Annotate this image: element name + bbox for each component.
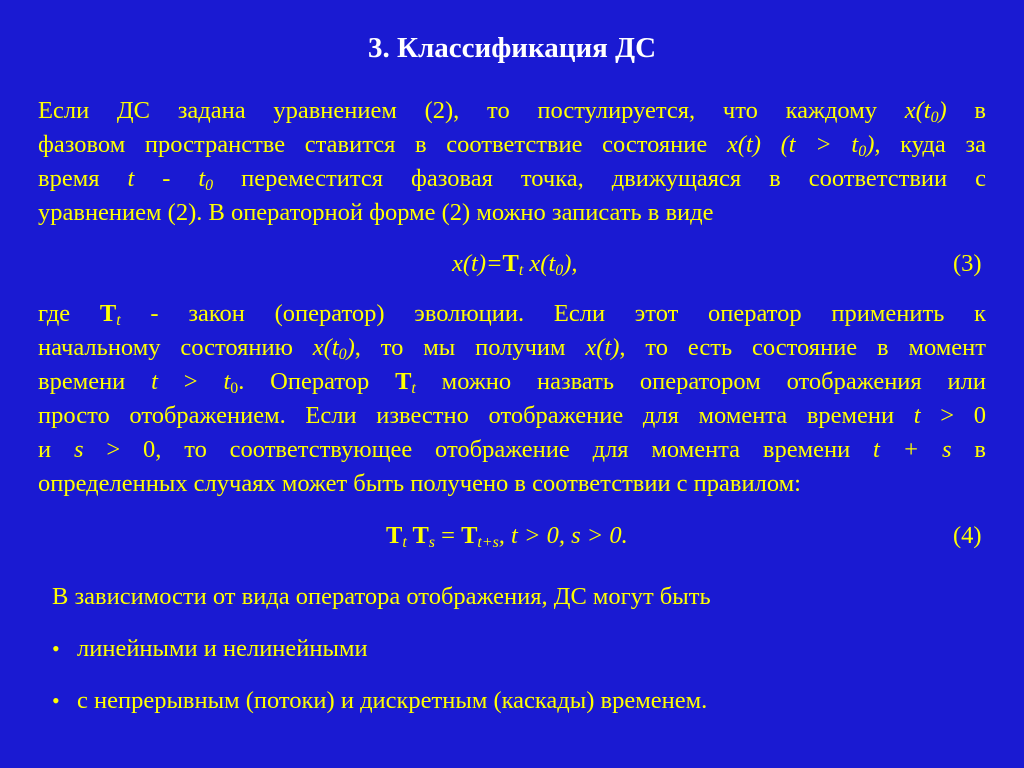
math-s: s — [73, 436, 84, 463]
paragraph-2-line-1 — [38, 297, 986, 331]
operator-T: T — [461, 522, 478, 549]
math-subscript: t — [411, 380, 416, 397]
equation-3-number: (3) — [953, 250, 982, 277]
equation-4 — [386, 519, 628, 553]
math-t-plus-s: t + s — [873, 436, 952, 463]
paragraph-1-line-2 — [38, 128, 986, 162]
text-run: куда за — [880, 131, 986, 158]
math-paren: ) — [346, 334, 355, 361]
text-run: , то есть состояние в момент — [619, 334, 986, 361]
equation-4-number: (4) — [953, 522, 982, 549]
text-run: - закон (оператор) эволюции. Если этот оператор применить к — [120, 300, 987, 327]
operator-T: T — [395, 368, 412, 395]
bullet-icon: • — [52, 636, 60, 661]
math-x-t: x(t) — [585, 334, 620, 361]
math-t-minus-t0: t - t — [127, 165, 206, 192]
paragraph-3-intro: В зависимости от вида оператора отображения, ДС могут быть — [52, 583, 711, 610]
math-equals: = — [435, 522, 462, 549]
math-lhs: x(t)= — [452, 250, 503, 277]
paragraph-2-line-5 — [38, 433, 986, 467]
math-t: t — [151, 368, 158, 395]
paragraph-2-line-6: определенных случаях может быть получено в соответствии с правилом: — [38, 470, 801, 497]
paragraph-1-line-4: уравнением (2). В операторной форме (2) можно записать в виде — [38, 199, 714, 226]
text-run: переместится фазовая точка, движущаяся в соответствии с — [213, 165, 986, 192]
math-x-t0: x(t — [904, 97, 931, 124]
math-subscript: 0 — [338, 346, 347, 363]
text-run: , то мы получим — [354, 334, 586, 361]
bullet-icon: • — [52, 688, 60, 713]
paragraph-2-line-2 — [38, 331, 986, 365]
math-paren: ), — [563, 250, 578, 277]
text-run: в — [946, 97, 987, 124]
text-run: > — [157, 368, 224, 395]
math-subscript: t — [518, 262, 524, 279]
math-subscript: 0 — [230, 380, 239, 397]
text-run: и — [38, 436, 74, 463]
math-subscript: s — [428, 534, 435, 551]
text-run: где — [38, 300, 100, 327]
operator-T: T — [406, 522, 429, 549]
text-run: начальному состоянию — [38, 334, 313, 361]
math-subscript: 0 — [930, 109, 939, 126]
math-subscript: t — [402, 534, 407, 551]
text-run: время — [38, 165, 128, 192]
math-x-t: x(t) (t > t — [726, 131, 859, 158]
text-run: просто отображением. Если известно отображение для момента времени — [38, 402, 914, 429]
text-run: можно назвать оператором отображения или — [415, 368, 986, 395]
math-subscript: 0 — [205, 177, 214, 194]
math-subscript: t+s — [477, 534, 499, 551]
operator-T: T — [502, 250, 519, 277]
bullet-item: с непрерывным (потоки) и дискретным (каскады) временем. — [77, 687, 708, 714]
equation-3 — [452, 247, 578, 281]
paragraph-1-line-3 — [38, 162, 986, 196]
text-run: фазовом пространстве ставится в соответствие состояние — [38, 131, 727, 158]
text-run: . Оператор — [238, 368, 396, 395]
math-t0: t — [223, 368, 231, 395]
math-paren: ), — [866, 131, 881, 158]
slide-title: 3. Классификация ДС — [367, 32, 657, 64]
math-t: t — [913, 402, 921, 429]
paragraph-2-line-3 — [38, 365, 986, 399]
operator-T: T — [386, 522, 403, 549]
paragraph-2-line-4 — [38, 399, 986, 433]
operator-T: T — [99, 300, 117, 327]
math-rhs: x(t — [523, 250, 556, 277]
text-run: времени — [38, 368, 152, 395]
text-run: > 0, то соответствующее отображение для момента времени — [83, 436, 874, 463]
math-condition: , t > 0, s > 0. — [498, 522, 628, 549]
math-subscript: 0 — [555, 262, 564, 279]
bullet-item: линейными и нелинейными — [77, 635, 368, 662]
math-x-t0: x(t — [312, 334, 339, 361]
math-subscript: 0 — [858, 143, 867, 160]
text-run: > 0 — [920, 402, 986, 429]
paragraph-1-line-1 — [38, 94, 986, 128]
text-run: Если ДС задана уравнением (2), то постулируется, что каждому — [38, 97, 905, 124]
math-subscript: t — [116, 312, 121, 329]
math-paren: ) — [938, 97, 947, 124]
text-run: в — [951, 436, 986, 463]
